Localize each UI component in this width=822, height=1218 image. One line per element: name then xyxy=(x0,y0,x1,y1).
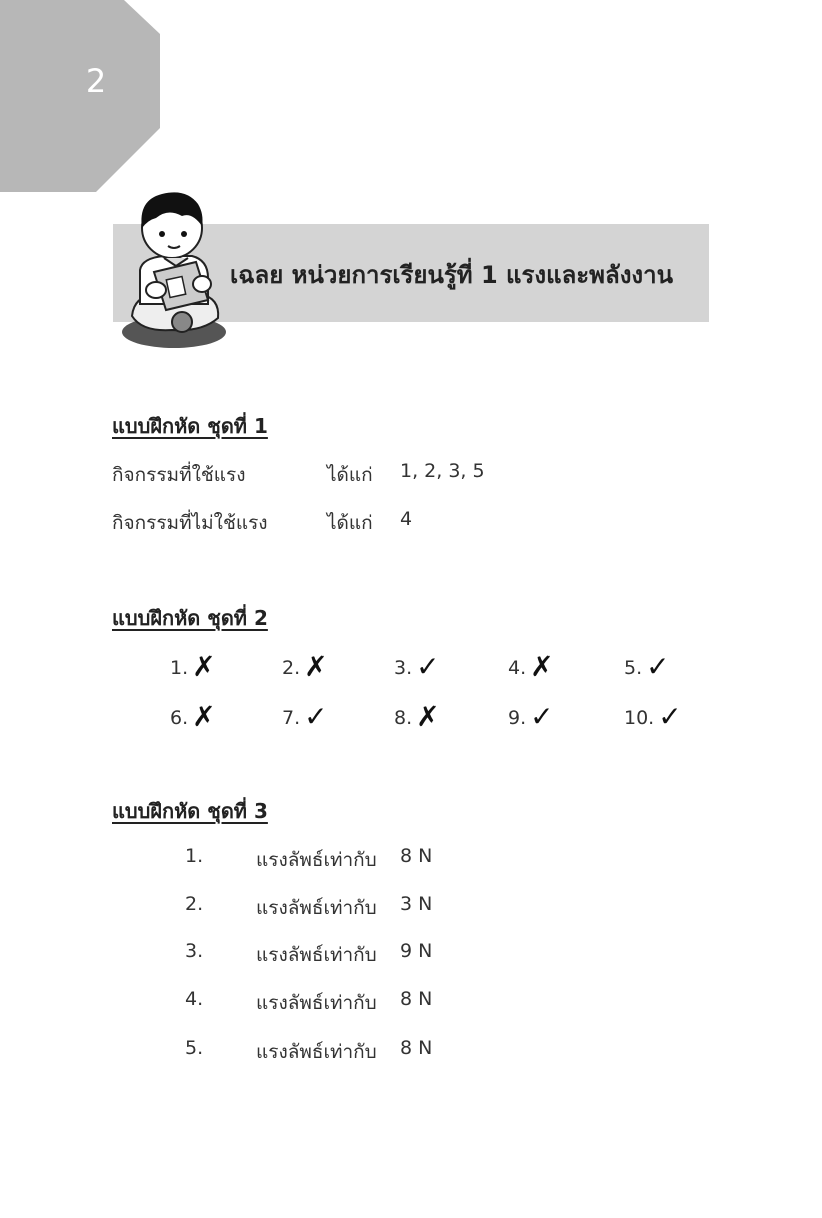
result-value: 8 N xyxy=(400,1037,433,1059)
answer-number: 9. xyxy=(508,707,527,729)
result-number: 3. xyxy=(185,940,204,962)
result-text: แรงลัพธ์เท่ากับ xyxy=(256,944,377,966)
set1-row-value: 4 xyxy=(400,508,413,530)
boy-reading-book-illustration xyxy=(112,186,230,350)
page-number: 2 xyxy=(85,62,107,100)
answer-item xyxy=(282,650,328,683)
result-number: 2. xyxy=(185,893,204,915)
answer-item xyxy=(624,700,682,733)
answer-number: 3. xyxy=(394,657,413,679)
check-mark-icon: ✓ xyxy=(658,700,682,733)
set3-heading: แบบฝึกหัด ชุดที่ 3 xyxy=(112,799,268,823)
result-number: 5. xyxy=(185,1037,204,1059)
answer-number: 4. xyxy=(508,657,527,679)
answer-number: 7. xyxy=(282,707,301,729)
result-text: แรงลัพธ์เท่ากับ xyxy=(256,849,377,871)
set1-row-connector: ได้แก่ xyxy=(327,464,373,486)
result-text: แรงลัพธ์เท่ากับ xyxy=(256,992,377,1014)
result-number: 4. xyxy=(185,988,204,1010)
check-mark-icon: ✓ xyxy=(530,700,554,733)
set1-row-label: กิจกรรมที่ไม่ใช้แรง xyxy=(112,512,268,534)
answer-item xyxy=(394,650,440,683)
set1-row-label: กิจกรรมที่ใช้แรง xyxy=(112,464,246,486)
cross-mark-icon: ✗ xyxy=(304,650,328,683)
answer-item xyxy=(508,650,554,683)
banner-title: เฉลย หน่วยการเรียนรู้ที่ 1 แรงและพลังงาน xyxy=(230,261,674,289)
set1-heading: แบบฝึกหัด ชุดที่ 1 xyxy=(112,414,268,438)
set1-row-connector: ได้แก่ xyxy=(327,512,373,534)
check-mark-icon: ✓ xyxy=(416,650,440,683)
answer-number: 2. xyxy=(282,657,301,679)
answer-item xyxy=(508,700,554,733)
result-text: แรงลัพธ์เท่ากับ xyxy=(256,897,377,919)
answer-item xyxy=(394,700,440,733)
answer-number: 1. xyxy=(170,657,189,679)
cross-mark-icon: ✗ xyxy=(192,700,216,733)
result-text: แรงลัพธ์เท่ากับ xyxy=(256,1041,377,1063)
answer-item xyxy=(624,650,670,683)
result-value: 3 N xyxy=(400,893,433,915)
check-mark-icon: ✓ xyxy=(304,700,328,733)
answer-number: 6. xyxy=(170,707,189,729)
result-number: 1. xyxy=(185,845,204,867)
set2-heading: แบบฝึกหัด ชุดที่ 2 xyxy=(112,606,268,630)
set1-row-value: 1, 2, 3, 5 xyxy=(400,460,485,482)
result-value: 9 N xyxy=(400,940,433,962)
result-value: 8 N xyxy=(400,845,433,867)
answer-item xyxy=(282,700,328,733)
cross-mark-icon: ✗ xyxy=(416,700,440,733)
check-mark-icon: ✓ xyxy=(646,650,670,683)
answer-number: 5. xyxy=(624,657,643,679)
answer-number: 10. xyxy=(624,707,655,729)
result-value: 8 N xyxy=(400,988,433,1010)
answer-number: 8. xyxy=(394,707,413,729)
cross-mark-icon: ✗ xyxy=(192,650,216,683)
cross-mark-icon: ✗ xyxy=(530,650,554,683)
answer-item xyxy=(170,650,216,683)
answer-item xyxy=(170,700,216,733)
